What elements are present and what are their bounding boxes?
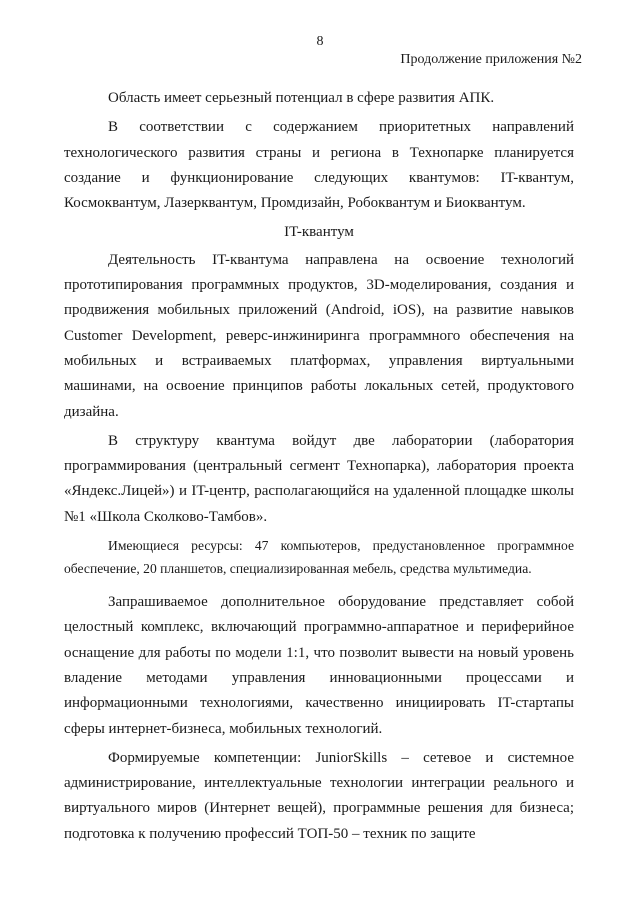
paragraph-agro-potential: Область имеет серьезный потенциал в сфере развития АПК. — [108, 90, 495, 106]
document-body — [64, 86, 574, 851]
paragraph-structure: В структуру квантума войдут две лаборатории (лаборатория программирования (центральный сегмент Технопарка), лаборатория проекта «Яндекс.Лицей») и IT-центр, располагающийся на удаленной площадке школы №1 «Школа Сколково-Тамбов». — [64, 432, 574, 525]
paragraph-quantums-list: В соответствии с содержанием приоритетных направлений технологического развития страны и региона в Технопарке планируется создание и функционирование следующих квантумов: IT-квантум, Космоквантум, Лазерквантум, Промдизайн, Робоквантум и Биоквантум. — [64, 119, 574, 212]
running-header: Продолжение приложения №2 — [400, 52, 582, 67]
paragraph-it-activity: Деятельность IT-квантума направлена на освоение технологий прототипирования программных продуктов, 3D-моделирования, создания и продвижения мобильных приложений (Android, iOS), на развитие навыков Customer Development, реверс-инжиниринга программного обеспечения на мобильных и встраиваемых платформах, управления виртуальными машинами, на освоение принципов работы локальных сетей, продуктового дизайна. — [64, 251, 574, 420]
paragraph-resources: Имеющиеся ресурсы: 47 компьютеров, предустановленное программное обеспечение, 20 планшетов, специализированная мебель, средства мультимедиа. — [64, 538, 574, 577]
page-number: 8 — [316, 34, 324, 49]
section-title: IT-квантум — [284, 224, 354, 241]
paragraph-competencies: Формируемые компетенции: JuniorSkills – сетевое и системное администрирование, интеллектуальные технологии интеграции реального и виртуального миров (Интернет вещей), программные решения для бизнеса; подготовка к получению профессий ТОП-50 – техник по защите — [64, 749, 574, 842]
paragraph-equipment: Запрашиваемое дополнительное оборудование представляет собой целостный комплекс, включающий программно-аппаратное и периферийное оснащение для работы по модели 1:1, что позволит вывести на новый уровень владение методами управления инновационными процессами и информационными технологиями, качественно инициировать IT-стартапы сферы интернет-бизнеса, мобильных технологий. — [64, 594, 574, 737]
